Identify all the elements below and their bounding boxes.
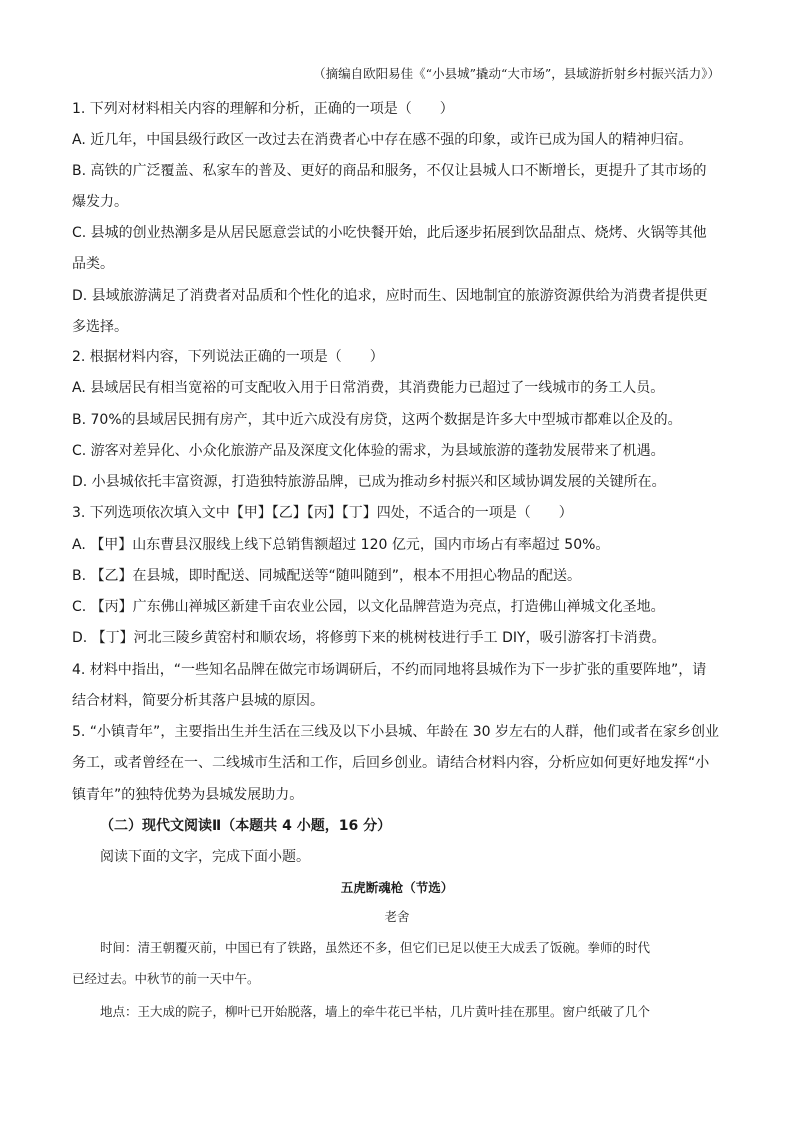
source-citation: （摘编自欧阳易佳《“小县城”撬动“大市场”，县域游折射乡村振兴活力》） [313, 66, 720, 81]
story-time-line-1: 时间：清王朝覆灭前，中国已有了铁路，虽然还不多，但它们已足以使王大成丢了饭碗。拳师的时代 [100, 940, 651, 955]
question-1-option-a: A. 近几年，中国县级行政区一改过去在消费者心中存在感不强的印象，或许已成为国人的精神归宿。 [72, 132, 693, 148]
question-3-option-d: D. 【丁】河北三陵乡黄窑村和顺农场，将修剪下来的桃树枝进行手工 DIY，吸引游客打卡消费。 [72, 630, 666, 646]
question-2-option-d: D. 小县城依托丰富资源，打造独特旅游品牌，已成为推动乡村振兴和区域协调发展的关键所在。 [72, 474, 666, 490]
question-5-line-3: 镇青年”的独特优势为县城发展助力。 [72, 787, 304, 803]
story-author: 老舍 [384, 909, 410, 924]
question-2-stem: 2. 根据材料内容，下列说法正确的一项是（ ） [72, 349, 384, 365]
question-3-stem: 3. 下列选项依次填入文中【甲】【乙】【丙】【丁】四处，不适合的一项是（ ） [72, 505, 573, 521]
question-5-line-1: 5. “小镇青年”，主要指出生并生活在三线及以下小县城、年龄在 30 岁左右的人群，他们或者在家乡创业 [72, 724, 720, 740]
question-1-option-d-cont: 多选择。 [72, 319, 128, 335]
question-1-option-d: D. 县域旅游满足了消费者对品质和个性化的追求，应时而生、因地制宜的旅游资源供给为消费者提供更 [72, 288, 708, 304]
story-place-line-1: 地点：王大成的院子，柳叶已开始脱落，墙上的牵牛花已半枯，几片黄叶挂在那里。窗户纸破了几个 [100, 1004, 651, 1019]
question-1-option-c: C. 县城的创业热潮多是从居民愿意尝试的小吃快餐开始，此后逐步拓展到饮品甜点、烧烤、火锅等其他 [72, 225, 707, 241]
question-1-option-b: B. 高铁的广泛覆盖、私家车的普及、更好的商品和服务，不仅让县城人口不断增长，更提升了其市场的 [72, 163, 707, 179]
question-1-option-b-cont: 爆发力。 [72, 194, 128, 210]
question-4-line-1: 4. 材料中指出，“一些知名品牌在做完市场调研后，不约而同地将县城作为下一步扩张的重要阵地”，请 [72, 662, 707, 678]
section-heading: （二）现代文阅读Ⅱ（本题共 4 小题，16 分） [100, 818, 392, 834]
question-5-line-2: 务工，或者曾经在一、二线城市生活和工作，后回乡创业。请结合材料内容，分析应如何更好地发挥“小 [72, 755, 710, 771]
question-3-option-b: B. 【乙】在县城，即时配送、同城配送等“随叫随到”，根本不用担心物品的配送。 [72, 568, 582, 584]
question-2-option-c: C. 游客对差异化、小众化旅游产品及深度文化体验的需求，为县域旅游的蓬勃发展带来了机遇。 [72, 443, 665, 459]
question-2-option-a: A. 县域居民有相当宽裕的可支配收入用于日常消费，其消费能力已超过了一线城市的务工人员。 [72, 380, 665, 396]
question-1-option-c-cont: 品类。 [72, 256, 114, 272]
section-instruction: 阅读下面的文字，完成下面小题。 [100, 849, 310, 865]
story-title: 五虎断魂枪（节选） [340, 880, 454, 895]
question-3-option-a: A. 【甲】山东曹县汉服线上线下总销售额超过 120 亿元，国内市场占有率超过 50%。 [72, 537, 610, 553]
story-time-line-2: 已经过去。中秋节的前一天中午。 [72, 971, 260, 986]
question-3-option-c: C. 【丙】广东佛山禅城区新建千亩农业公园，以文化品牌营造为亮点，打造佛山禅城文化圣地。 [72, 599, 665, 615]
question-1-stem: 1. 下列对材料相关内容的理解和分析，正确的一项是（ ） [72, 101, 454, 117]
question-2-option-b: B. 70%的县域居民拥有房产，其中近六成没有房贷，这两个数据是许多大中型城市都难以企及的。 [72, 412, 682, 428]
question-4-line-2: 结合材料，简要分析其落户县城的原因。 [72, 693, 324, 709]
